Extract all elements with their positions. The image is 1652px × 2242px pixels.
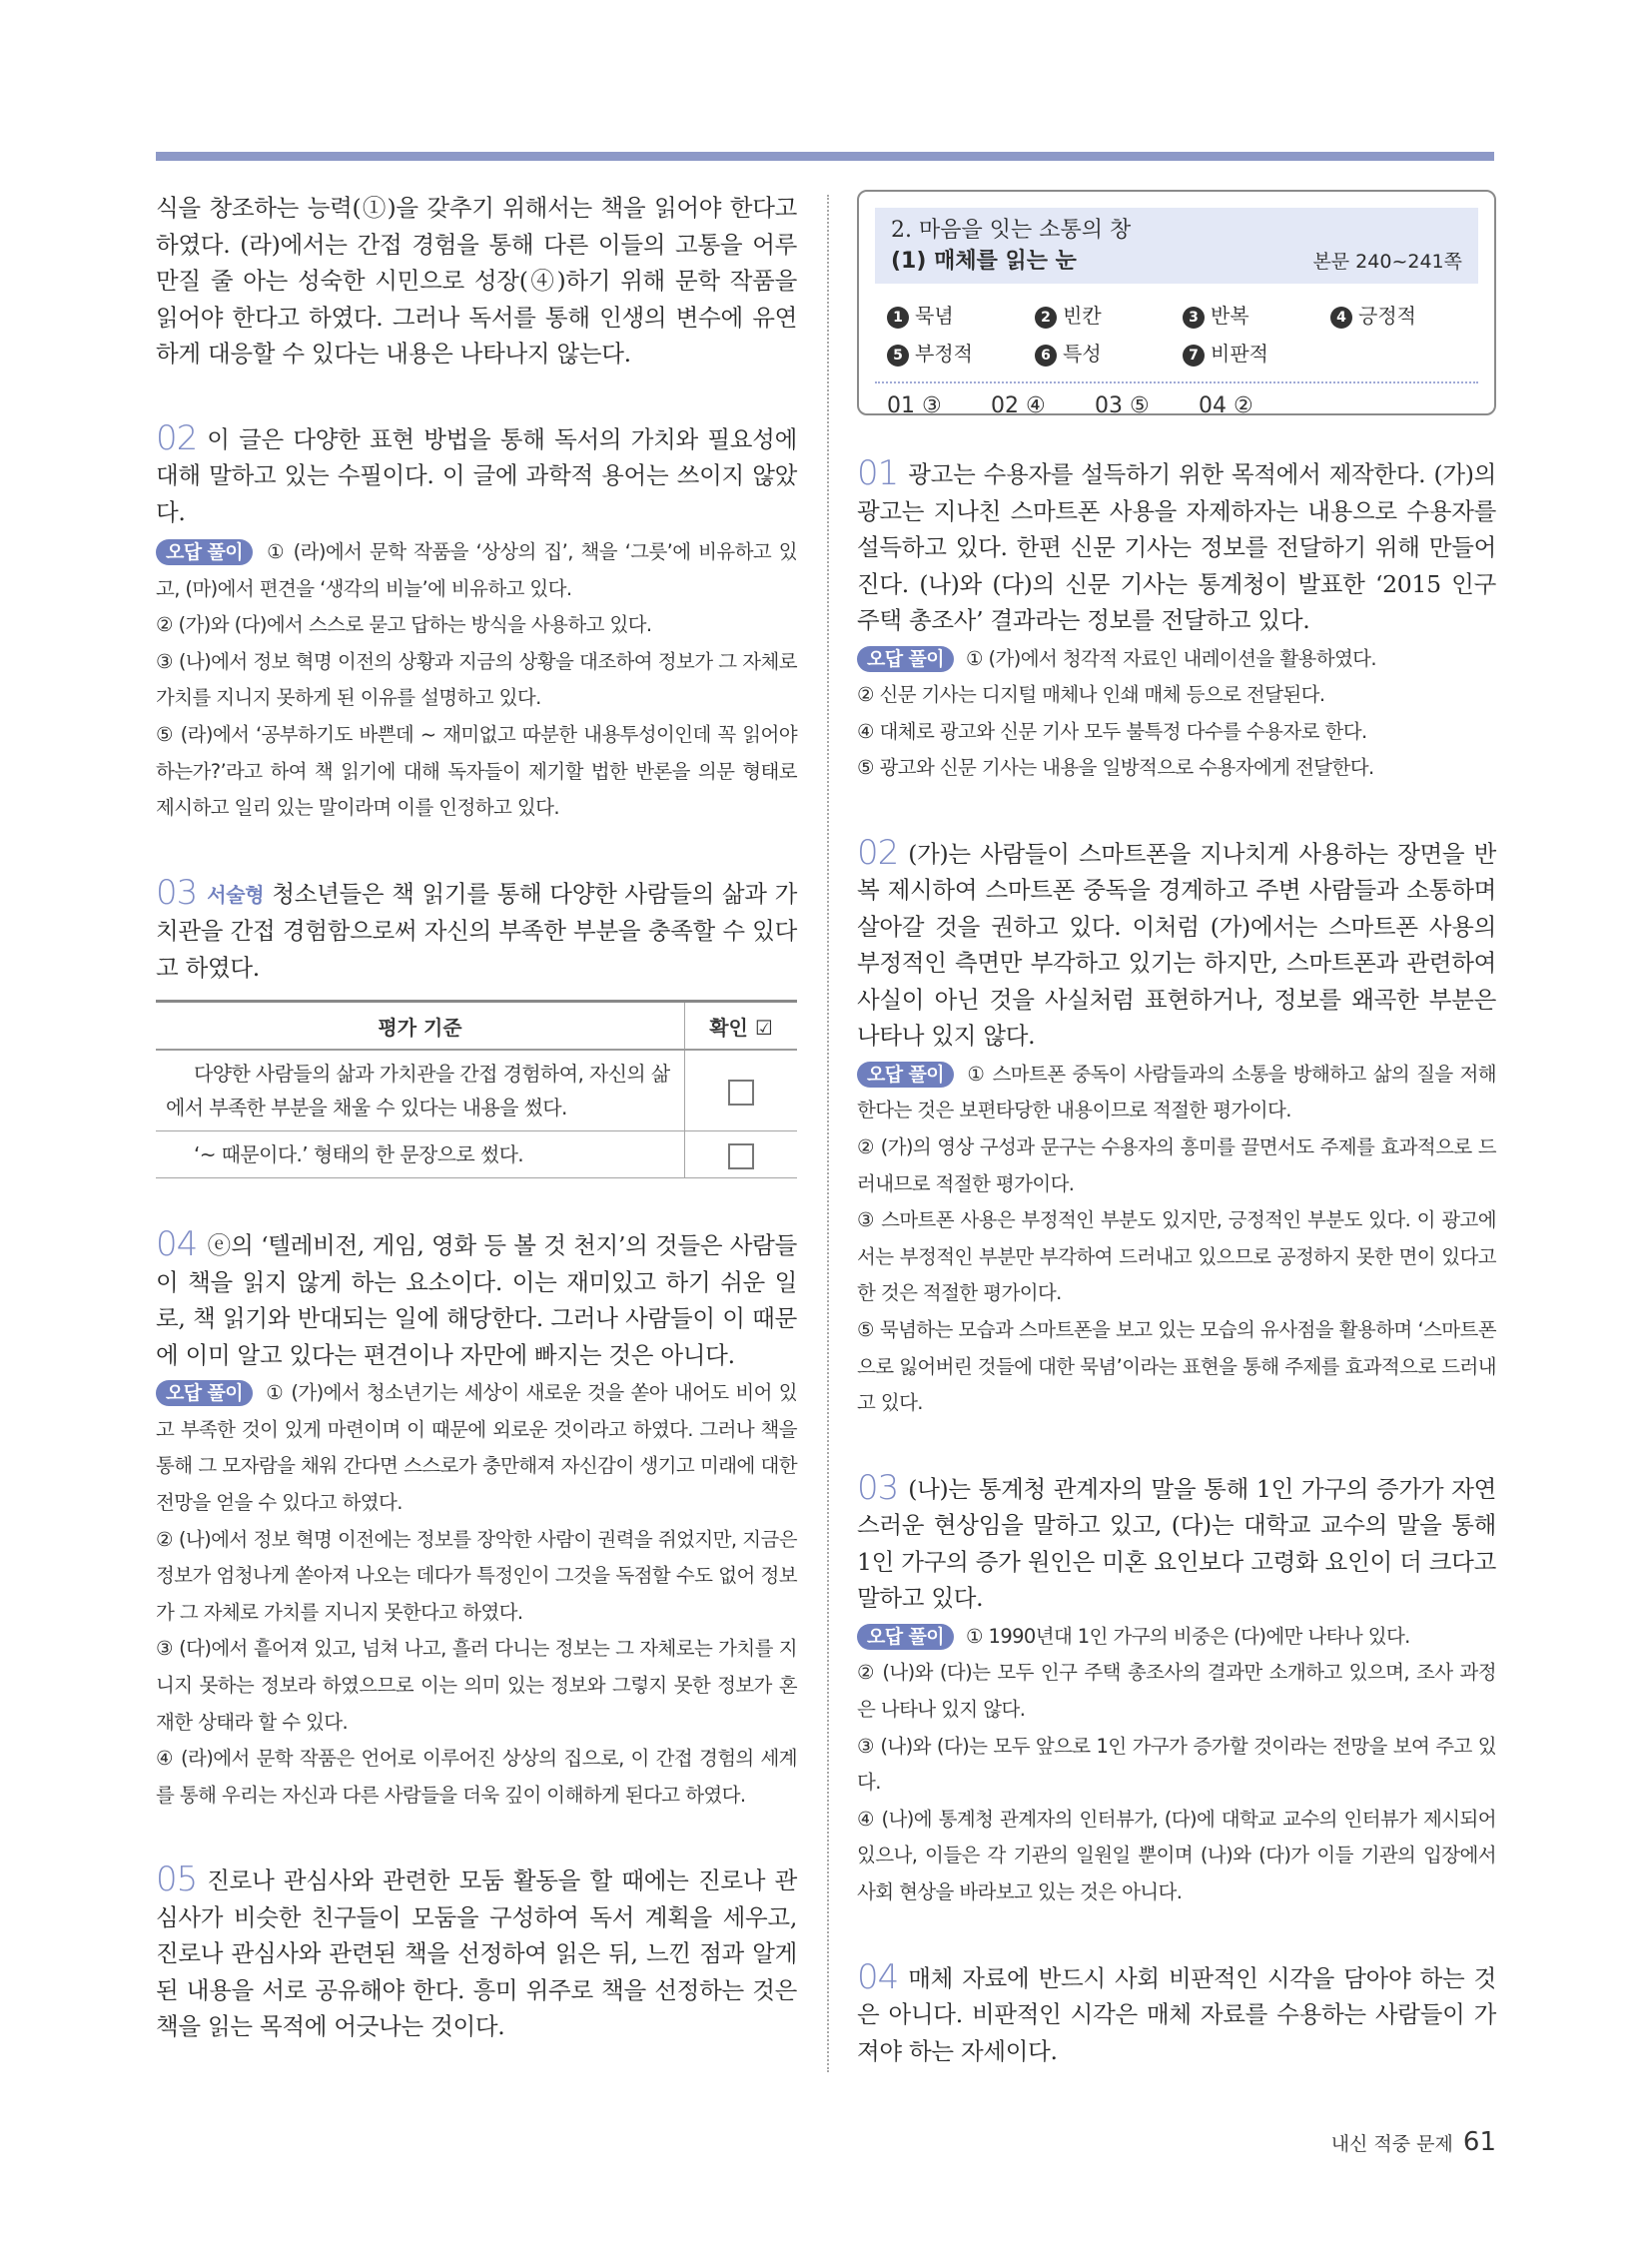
checkbox[interactable] [728, 1143, 754, 1169]
note: ① (가)에서 청각적 자료인 내레이션을 활용하였다. [966, 646, 1377, 670]
note: ① 1990년대 1인 가구의 비중은 (다)에만 나타나 있다. [966, 1624, 1410, 1648]
number-circle-icon: 6 [1035, 345, 1057, 367]
question-number: 05 [156, 1860, 198, 1900]
wrong-answer-tag: 오답 풀이 [857, 646, 954, 672]
checkbox[interactable] [728, 1080, 754, 1106]
unit-title: 2. 마음을 잇는 소통의 창 [891, 218, 1132, 243]
essay-type-label: 서술형 [207, 882, 265, 907]
question-01 [857, 455, 1496, 787]
question-text: 진로나 관심사와 관련한 모둠 활동을 할 때에는 진로나 관심사가 비슷한 친구들이 모둠을 구성하여 독서 계획을 세우고, 진로나 관심사와 관련된 책을 선정하여 읽은 뒤, 느낀 점과 알게 된 내용을 서로 공유해야 한다. 흥미 위주로 책을 선정하는 것은 책을 읽는 목적에 어긋나는 것이다. [156, 1867, 797, 2041]
note: ② (나)에서 정보 혁명 이전에는 정보를 장악한 사람이 권력을 쥐었지만, 지금은 정보가 엄청나게 쏟아져 나오는 데다가 특정인이 그것을 독점할 수도 없어 정보가 그 자체로 가치를 지니지 못한다고 하였다. [156, 1527, 797, 1624]
note: ③ (다)에서 흩어져 있고, 넘쳐 나고, 흘러 다니는 정보는 그 자체로는 가치를 지니지 못하는 정보라 하였으므로 이는 의미 있는 정보와 그렇지 못한 정보가 혼재한 상태라 할 수 있다. [156, 1637, 797, 1734]
fill-in-answers [887, 300, 1478, 370]
question-number: 02 [156, 417, 198, 458]
answer-item: 1 묵념 [887, 300, 1035, 332]
question-text: 이 글은 다양한 표현 방법을 통해 독서의 가치와 필요성에 대해 말하고 있는 수필이다. 이 글에 과학적 용어는 쓰이지 않았다. [156, 424, 797, 526]
answer-item: 3 반복 [1183, 300, 1330, 332]
note: ④ (나)에 통계청 관계자의 인터뷰가, (다)에 대학교 교수의 인터뷰가 제시되어 있으나, 이들은 각 기관의 일원일 뿐이며 (나)와 (다)가 이들 기관의 입장에서 사회 현상을 바라보고 있는 것은 아니다. [857, 1807, 1496, 1903]
note: ③ 스마트폰 사용은 부정적인 부분도 있지만, 긍정적인 부분도 있다. 이 광고에서는 부정적인 부분만 부각하여 드러내고 있으므로 공정하지 못한 면이 있다고 한 것은 적절한 평가이다. [857, 1208, 1496, 1305]
question-number: 04 [156, 1224, 198, 1265]
criteria-cell: 다양한 사람들의 삶과 가치관을 간접 경험하여, 자신의 삶에서 부족한 부분을 채울 수 있다는 내용을 썼다. [156, 1050, 685, 1131]
question-text: 매체 자료에 반드시 사회 비판적인 시각을 담아야 하는 것은 아니다. 비판적인 시각은 매체 자료를 수용하는 사람들이 가져야 하는 자세이다. [857, 1963, 1496, 2065]
answer-key-box [857, 190, 1496, 418]
evaluation-table [156, 1000, 797, 1178]
check-header: 확인 ☑ [685, 1002, 798, 1051]
criteria-header: 평가 기준 [156, 1002, 685, 1051]
wrong-answer-tag: 오답 풀이 [857, 1624, 954, 1650]
note: ② (가)와 (다)에서 스스로 묻고 답하는 방식을 사용하고 있다. [156, 613, 652, 637]
question-number: 04 [857, 1956, 899, 1997]
question-03 [857, 1467, 1496, 1911]
page-number: 61 [1462, 2127, 1496, 2157]
answer-item: 7 비판적 [1183, 338, 1330, 370]
note: ② (가)의 영상 구성과 문구는 수용자의 흥미를 끌면서도 주제를 효과적으로 드러내므로 적절한 평가이다. [857, 1135, 1496, 1195]
note: ① (라)에서 문학 작품을 ‘상상의 집’, 책을 ‘그릇’에 비유하고 있고, (마)에서 편견을 ‘생각의 비늘’에 비유하고 있다. [156, 540, 797, 600]
question-04 [857, 1956, 1496, 2070]
note: ③ (나)와 (다)는 모두 앞으로 1인 가구가 증가할 것이라는 전망을 보여 주고 있다. [857, 1734, 1496, 1795]
answer: 02 ④ [991, 393, 1046, 418]
right-column [857, 190, 1496, 2069]
note: ④ 대체로 광고와 신문 기사 모두 불특정 다수를 수용자로 한다. [857, 719, 1367, 743]
question-04 [156, 1226, 797, 1814]
answer-item: 4 긍정적 [1330, 300, 1478, 332]
left-column [156, 190, 797, 2045]
column-divider [827, 195, 829, 2072]
wrong-answer-tag: 오답 풀이 [156, 1380, 253, 1406]
table-row [156, 1050, 797, 1131]
answer-item: 6 특성 [1035, 338, 1183, 370]
section-title: (1) 매체를 읽는 눈 [891, 249, 1077, 274]
number-circle-icon: 5 [887, 345, 909, 367]
answer-item: 2 빈칸 [1035, 300, 1183, 332]
continued-paragraph: 식을 창조하는 능력(①)을 갖추기 위해서는 책을 읽어야 한다고 하였다. (라)에서는 간접 경험을 통해 다른 이들의 고통을 어루만질 줄 아는 성숙한 시민으로 성장(④)하기 위해 문학 작품을 읽어야 한다고 하였다. 그러나 독서를 통해 인생의 변수에 유연하게 대응할 수 있다는 내용은 나타나지 않는다. [156, 194, 797, 368]
note: ④ (라)에서 문학 작품은 언어로 이루어진 상상의 집으로, 이 간접 경험의 세계를 통해 우리는 자신과 다른 사람들을 더욱 깊이 이해하게 된다고 하였다. [156, 1747, 797, 1807]
answer-item: 5 부정적 [887, 338, 1035, 370]
question-number: 03 [857, 1467, 899, 1508]
number-circle-icon: 2 [1035, 307, 1057, 329]
criteria-cell: ‘~ 때문이다.’ 형태의 한 문장으로 썼다. [156, 1131, 685, 1178]
answer: 03 ⑤ [1095, 393, 1150, 418]
number-circle-icon: 4 [1330, 307, 1352, 329]
footer-label: 내신 적중 문제 [1330, 2133, 1453, 2155]
note: ③ (나)에서 정보 혁명 이전의 상황과 지금의 상황을 대조하여 정보가 그 자체로 가치를 지니지 못하게 된 이유를 설명하고 있다. [156, 649, 797, 710]
number-circle-icon: 3 [1183, 307, 1205, 329]
note: ⑤ 묵념하는 모습과 스마트폰을 보고 있는 모습의 유사점을 활용하며 ‘스마트폰으로 잃어버린 것들에 대한 묵념’이라는 표현을 통해 주제를 효과적으로 드러내고 있다. [857, 1318, 1496, 1415]
number-circle-icon: 1 [887, 307, 909, 329]
question-number: 02 [857, 832, 899, 873]
note: ② 신문 기사는 디지털 매체나 인쇄 매체 등으로 전달된다. [857, 683, 1325, 707]
dotted-divider [875, 381, 1478, 383]
question-number: 01 [857, 453, 899, 493]
answer-key-header [875, 208, 1478, 284]
note: ② (나)와 (다)는 모두 인구 주택 총조사의 결과만 소개하고 있으며, 조사 과정은 나타나 있지 않다. [857, 1661, 1496, 1721]
question-text: (가)는 사람들이 스마트폰을 지나치게 사용하는 장면을 반복 제시하여 스마트폰 중독을 경계하고 주변 사람들과 소통하며 살아갈 것을 권하고 있다. 이처럼 (가)에서는 스마트폰 사용의 부정적인 측면만 부각하고 있기는 하지만, 스마트폰과 관련하여 사실이 아닌 것을 사실처럼 표현하거나, 정보를 왜곡한 부분은 나타나 있지 않다. [857, 839, 1496, 1051]
note: ⑤ (라)에서 ‘공부하기도 바쁜데 ~ 재미없고 따분한 내용투성이인데 꼭 읽어야 하는가?’라고 하여 책 읽기에 대해 독자들이 제기할 법한 반론을 의문 형태로 제시하고 일리 있는 말이라며 이를 인정하고 있다. [156, 722, 797, 820]
question-text: ⓔ의 ‘텔레비전, 게임, 영화 등 볼 것 천지’의 것들은 사람들이 책을 읽지 않게 하는 요소이다. 이는 재미있고 하기 쉬운 일로, 책 읽기와 반대되는 일에 해당한다. 그러나 사람들이 이 때문에 이미 알고 있다는 편견이나 자만에 빠지는 것은 아니다. [156, 1231, 797, 1369]
number-circle-icon: 7 [1183, 345, 1205, 367]
question-03 [156, 872, 797, 1179]
note: ⑤ 광고와 신문 기사는 내용을 일방적으로 수용자에게 전달한다. [857, 756, 1374, 780]
question-text: 청소년들은 책 읽기를 통해 다양한 사람들의 삶과 가치관을 간접 경험함으로써 자신의 부족한 부분을 충족할 수 있다고 하였다. [156, 879, 797, 982]
question-number: 03 [156, 872, 198, 913]
wrong-answer-tag: 오답 풀이 [156, 539, 253, 565]
question-05 [156, 1862, 797, 2045]
answer: 01 ③ [887, 393, 942, 418]
question-02 [857, 832, 1496, 1422]
question-text: (나)는 통계청 관계자의 말을 통해 1인 가구의 증가가 자연스러운 현상임을 말하고 있고, (다)는 대학교 교수의 말을 통해 1인 가구의 증가 원인은 미혼 요인보다 고령화 요인이 더 크다고 말하고 있다. [857, 1474, 1496, 1613]
answer: 04 ② [1199, 393, 1253, 418]
question-text: 광고는 수용자를 설득하기 위한 목적에서 제작한다. (가)의 광고는 지나친 스마트폰 사용을 자제하자는 내용으로 수용자를 설득하고 있다. 한편 신문 기사는 정보를 전달하기 위해 만들어진다. (나)와 (다)의 신문 기사는 통계청이 발표한 ‘2015 인구 주택 총조사’ 결과라는 정보를 전달하고 있다. [857, 460, 1496, 634]
note: ① (가)에서 청소년기는 세상이 새로운 것을 쏟아 내어도 비어 있고 부족한 것이 있게 마련이며 이 때문에 외로운 것이라고 하였다. 그러나 책을 통해 그 모자람을 채워 간다면 스스로가 충만해져 자신감이 생기고 미래에 대한 전망을 얻을 수 있다고 하였다. [156, 1381, 797, 1515]
note: ① 스마트폰 중독이 사람들과의 소통을 방해하고 삶의 질을 저해한다는 것은 보편타당한 내용이므로 적절한 평가이다. [857, 1062, 1496, 1122]
question-02 [156, 417, 797, 827]
page-footer [1331, 2127, 1496, 2157]
wrong-answer-tag: 오답 풀이 [857, 1062, 954, 1088]
top-rule [156, 152, 1494, 161]
table-row [156, 1131, 797, 1178]
page-reference: 본문 240~241쪽 [1312, 251, 1462, 273]
